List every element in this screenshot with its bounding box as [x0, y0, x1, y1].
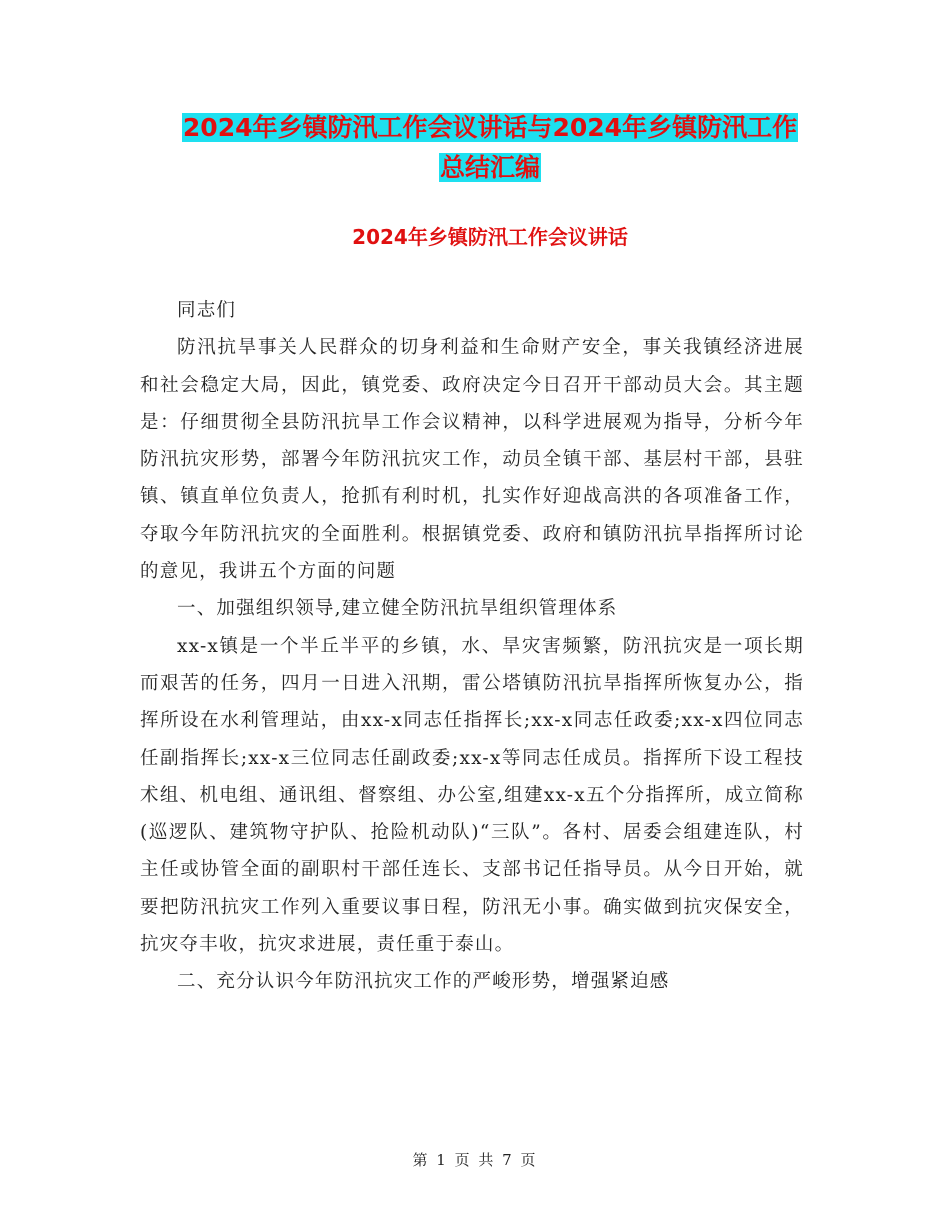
heading-one: 一、加强组织领导,建立健全防汛抗旱组织管理体系 — [177, 598, 618, 620]
section-title: 2024年乡镇防汛工作会议讲话 — [352, 225, 628, 249]
title-line-1: 2024年乡镇防汛工作会议讲话与2024年乡镇防汛工作 — [182, 113, 798, 142]
salutation: 同志们 — [177, 300, 237, 321]
document-title — [140, 108, 840, 188]
page-footer: 第 1 页 共 7 页 — [412, 1151, 538, 1169]
heading-two: 二、充分认识今年防汛抗灾工作的严峻形势，增强紧迫感 — [177, 971, 670, 993]
paragraph-intro: 防汛抗旱事关人民群众的切身利益和生命财产安全，事关我镇经济进展和社会稳定大局，因此，镇党委、政府决定今日召开干部动员大会。其主题是：仔细贯彻全县防汛抗旱工作会议精神，以科学进展观为指导，分析今年防汛抗灾形势，部署今年防汛抗灾工作，动员全镇干部、基层村干部，县驻镇、镇直单位负责人，抢抓有利时机，扎实作好迎战高洪的各项准备工作，夺取今年防汛抗灾的全面胜利。根据镇党委、政府和镇防汛抗旱指挥所讨论的意见，我讲五个方面的问题 — [140, 337, 804, 583]
paragraph-organization: xx-x镇是一个半丘半平的乡镇，水、旱灾害频繁，防汛抗灾是一项长期而艰苦的任务，四月一日进入汛期，雷公塔镇防汛抗旱指挥所恢复办公，指挥所设在水利管理站，由xx-x同志任指挥长;xx-x同志任政委;xx-x四位同志任副指挥长;xx-x三位同志任副政委;xx-x等同志任成员。指挥所下设工程技术组、机电组、通讯组、督察组、办公室,组建xx-x五个分指挥所，成立简称(巡逻队、建筑物守护队、抢险机动队)“三队”。各村、居委会组建连队，村主任或协管全面的副职村干部任连长、支部书记任指导员。从今日开始，就要把防汛抗灾工作列入重要议事日程，防汛无小事。确实做到抗灾保安全，抗灾夺丰收，抗灾求进展，责任重于泰山。 — [140, 635, 804, 956]
title-line-2: 总结汇编 — [439, 153, 540, 182]
document-body — [140, 292, 804, 1001]
